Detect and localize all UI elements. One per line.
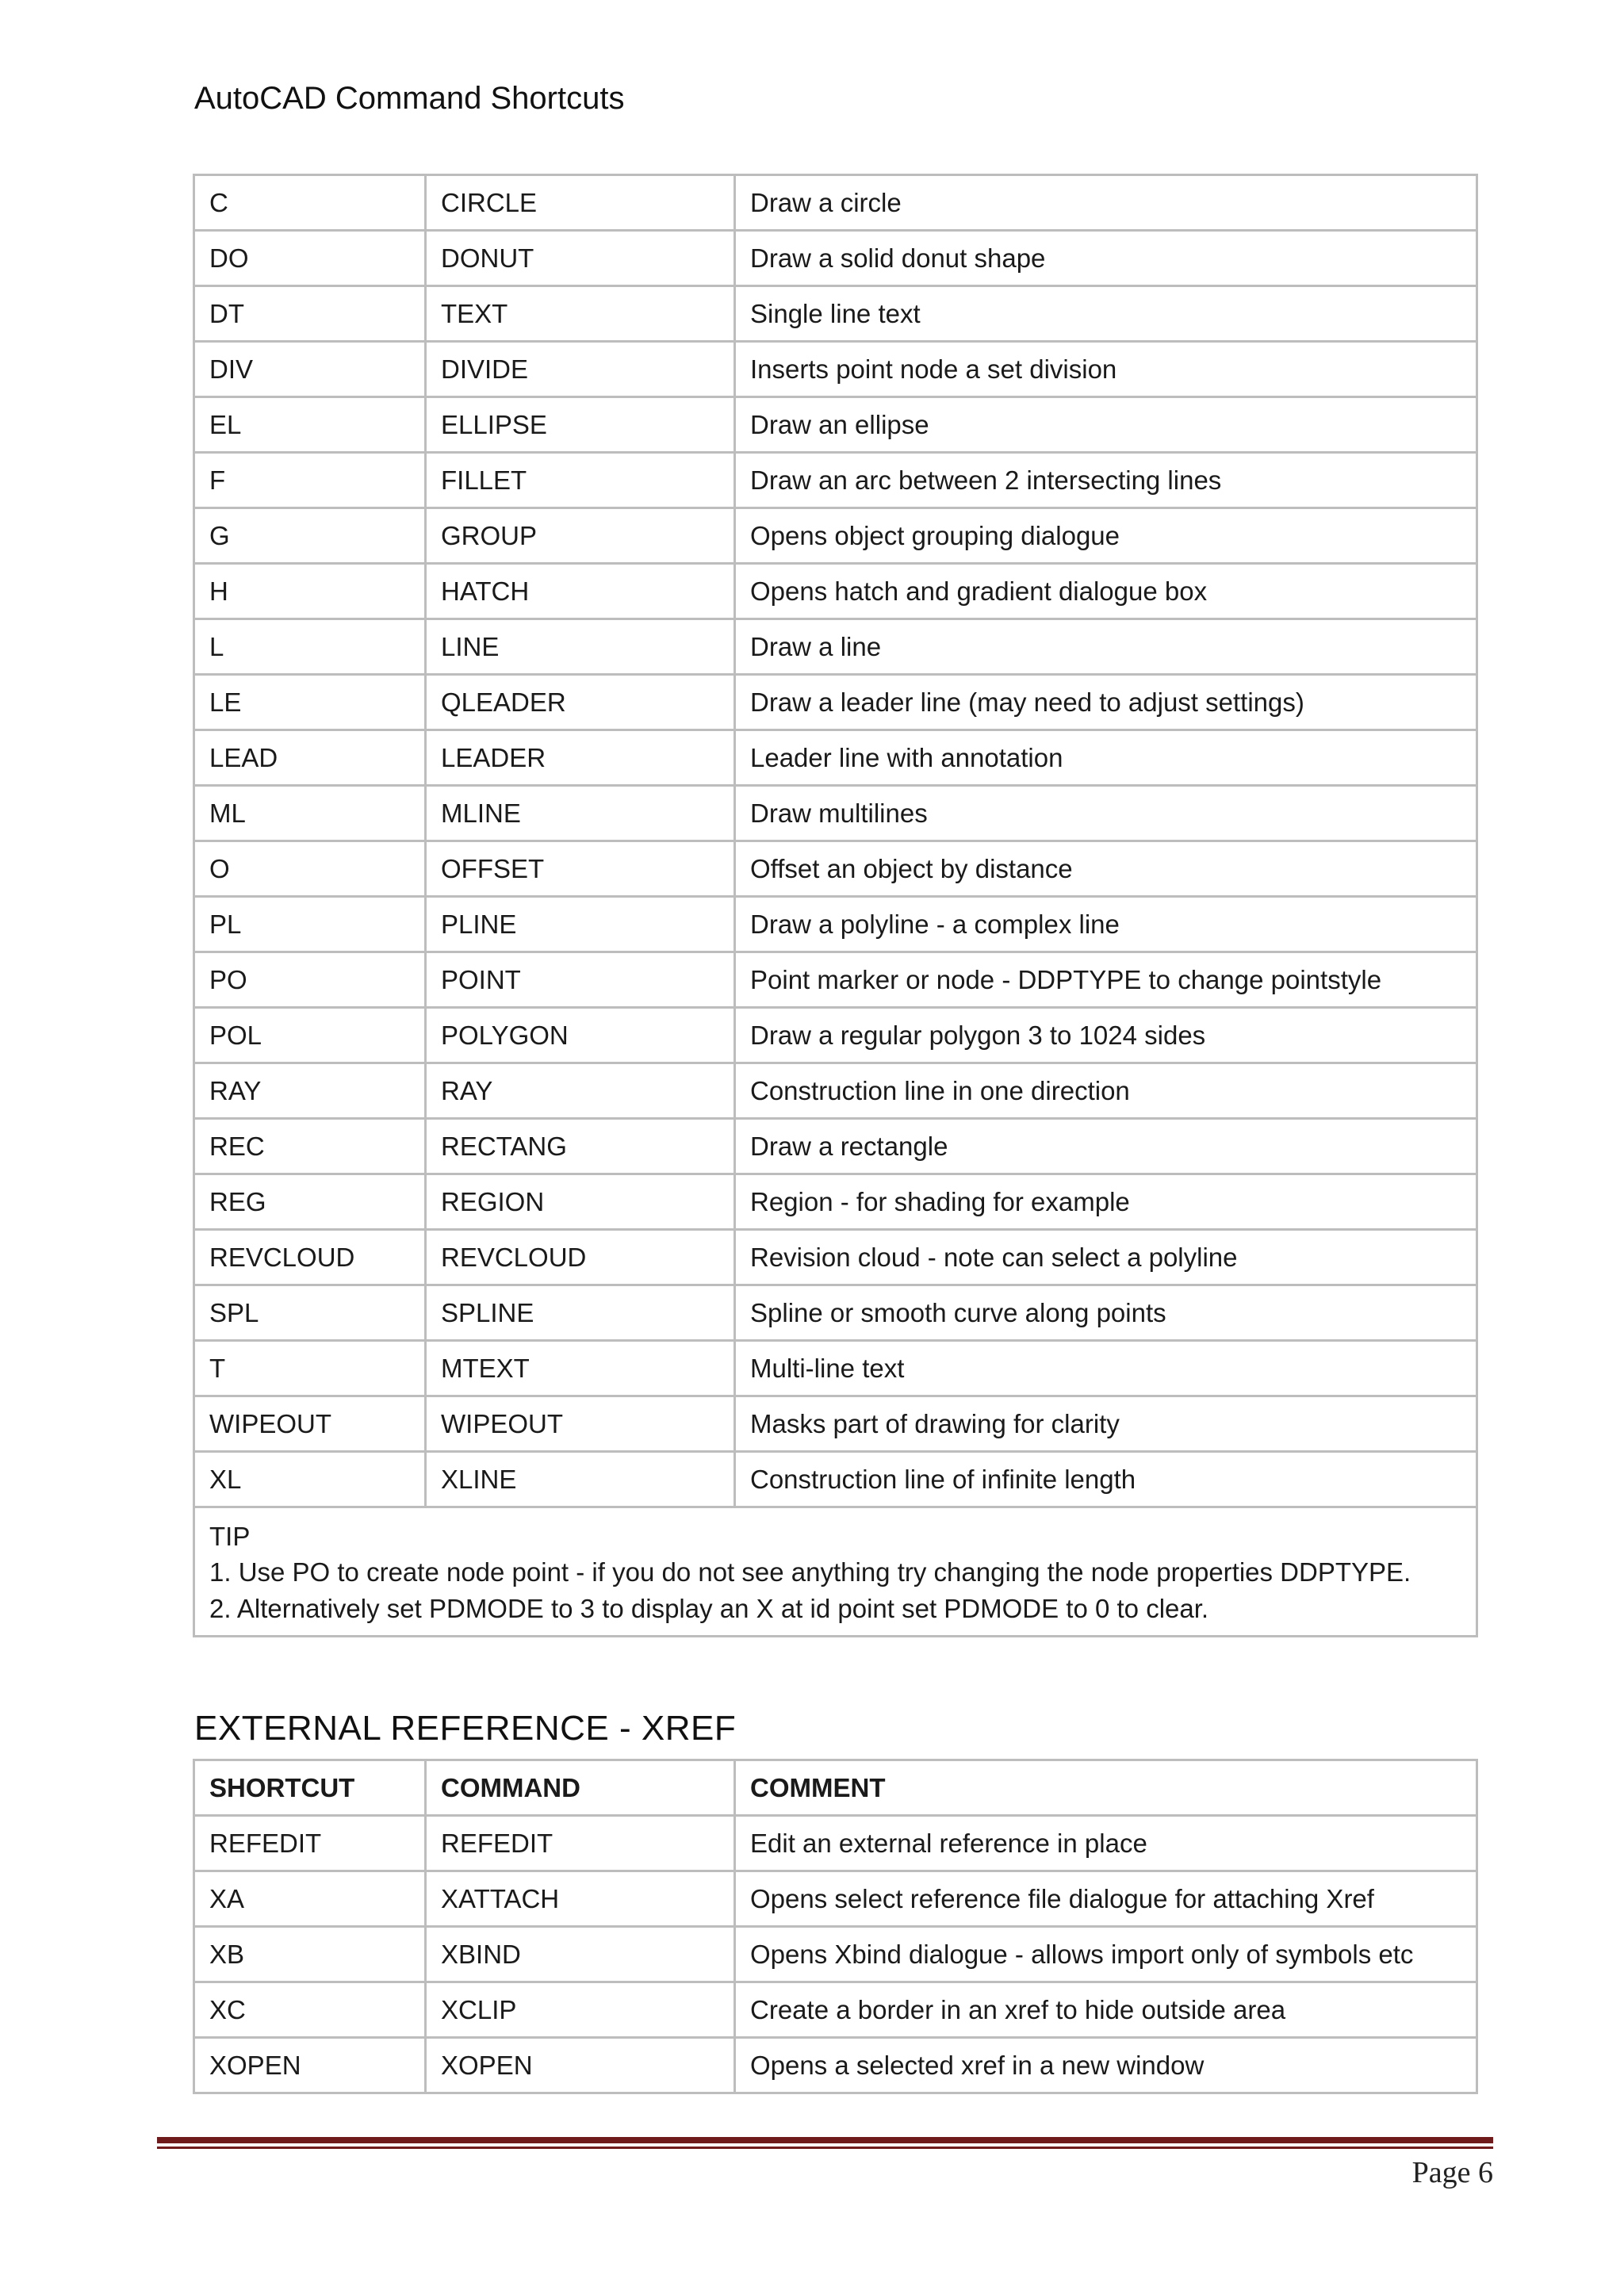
shortcut-cell: REC (194, 1119, 426, 1174)
command-cell: PLINE (426, 897, 735, 952)
table-row (194, 952, 1477, 1008)
comment-cell: Opens select reference file dialogue for attaching Xref (735, 1871, 1477, 1927)
command-cell: XBIND (426, 1927, 735, 1982)
table-row (194, 730, 1477, 786)
comment-cell: Draw a line (735, 619, 1477, 675)
table-row (194, 508, 1477, 564)
command-cell: XCLIP (426, 1982, 735, 2038)
comment-cell: Opens a selected xref in a new window (735, 2038, 1477, 2093)
comment-cell: Opens Xbind dialogue - allows import only of symbols etc (735, 1927, 1477, 1982)
comment-cell: Draw an arc between 2 intersecting lines (735, 453, 1477, 508)
shortcut-cell: REG (194, 1174, 426, 1230)
command-cell: POINT (426, 952, 735, 1008)
column-header: COMMAND (426, 1760, 735, 1816)
shortcut-cell: DIV (194, 342, 426, 397)
column-header: SHORTCUT (194, 1760, 426, 1816)
comment-cell: Draw a circle (735, 175, 1477, 231)
command-cell: WIPEOUT (426, 1396, 735, 1452)
shortcut-cell: LEAD (194, 730, 426, 786)
table-row (194, 1927, 1477, 1982)
comment-cell: Offset an object by distance (735, 841, 1477, 897)
shortcut-cell: REFEDIT (194, 1816, 426, 1871)
table-row (194, 397, 1477, 453)
xref-header-row (194, 1760, 1477, 1816)
command-cell: DONUT (426, 231, 735, 286)
table-row (194, 286, 1477, 342)
shortcut-cell: T (194, 1341, 426, 1396)
table-row (194, 1285, 1477, 1341)
table-row (194, 175, 1477, 231)
comment-cell: Opens hatch and gradient dialogue box (735, 564, 1477, 619)
shortcut-cell: XL (194, 1452, 426, 1507)
comment-cell: Leader line with annotation (735, 730, 1477, 786)
shortcut-cell: SPL (194, 1285, 426, 1341)
command-cell: GROUP (426, 508, 735, 564)
shortcut-cell: POL (194, 1008, 426, 1063)
comment-cell: Draw a polyline - a complex line (735, 897, 1477, 952)
comment-cell: Region - for shading for example (735, 1174, 1477, 1230)
table-row (194, 897, 1477, 952)
shortcut-cell: XOPEN (194, 2038, 426, 2093)
command-cell: ELLIPSE (426, 397, 735, 453)
command-cell: MLINE (426, 786, 735, 841)
tip-line: 2. Alternatively set PDMODE to 3 to display an X at id point set PDMODE to 0 to clear. (209, 1594, 1209, 1623)
shortcut-cell: H (194, 564, 426, 619)
command-cell: XOPEN (426, 2038, 735, 2093)
footer-rule-thick (157, 2137, 1493, 2143)
shortcut-cell: DT (194, 286, 426, 342)
page-number: Page 6 (1411, 2156, 1493, 2189)
command-cell: REFEDIT (426, 1816, 735, 1871)
shortcut-cell: O (194, 841, 426, 897)
shortcut-cell: LE (194, 675, 426, 730)
table-row (194, 841, 1477, 897)
table-row (194, 1816, 1477, 1871)
table-row (194, 1063, 1477, 1119)
comment-cell: Draw a regular polygon 3 to 1024 sides (735, 1008, 1477, 1063)
shortcut-cell: PL (194, 897, 426, 952)
comment-cell: Draw multilines (735, 786, 1477, 841)
xref-table (193, 1759, 1478, 2094)
xref-table-body (194, 1760, 1477, 2093)
table-row (194, 1174, 1477, 1230)
table-row (194, 564, 1477, 619)
command-cell: SPLINE (426, 1285, 735, 1341)
comment-cell: Single line text (735, 286, 1477, 342)
command-cell: XLINE (426, 1452, 735, 1507)
comment-cell: Revision cloud - note can select a polyline (735, 1230, 1477, 1285)
table-row (194, 1871, 1477, 1927)
page-header-title: AutoCAD Command Shortcuts (194, 81, 625, 116)
comment-cell: Masks part of drawing for clarity (735, 1396, 1477, 1452)
command-cell: XATTACH (426, 1871, 735, 1927)
comment-cell: Multi-line text (735, 1341, 1477, 1396)
comment-cell: Construction line in one direction (735, 1063, 1477, 1119)
table-row (194, 1982, 1477, 2038)
shortcut-cell: XC (194, 1982, 426, 2038)
command-cell: LEADER (426, 730, 735, 786)
command-cell: RECTANG (426, 1119, 735, 1174)
table-row (194, 1452, 1477, 1507)
footer-rule-thin (157, 2147, 1493, 2149)
shortcut-cell: EL (194, 397, 426, 453)
comment-cell: Draw a rectangle (735, 1119, 1477, 1174)
shortcut-cell: ML (194, 786, 426, 841)
tip-line: 1. Use PO to create node point - if you do not see anything try changing the node properties DDPTYPE. (209, 1557, 1411, 1587)
shortcut-cell: XA (194, 1871, 426, 1927)
table-row (194, 1119, 1477, 1174)
tip-cell (194, 1507, 1477, 1637)
command-cell: QLEADER (426, 675, 735, 730)
tip-title: TIP (209, 1522, 251, 1551)
table-row (194, 619, 1477, 675)
command-shortcuts-table (193, 174, 1478, 1637)
column-header: COMMENT (735, 1760, 1477, 1816)
table-row (194, 1230, 1477, 1285)
comment-cell: Opens object grouping dialogue (735, 508, 1477, 564)
comment-cell: Draw a leader line (may need to adjust settings) (735, 675, 1477, 730)
table-row (194, 453, 1477, 508)
shortcut-cell: G (194, 508, 426, 564)
table-row (194, 1396, 1477, 1452)
comment-cell: Spline or smooth curve along points (735, 1285, 1477, 1341)
command-cell: DIVIDE (426, 342, 735, 397)
shortcut-cell: L (194, 619, 426, 675)
table-row (194, 2038, 1477, 2093)
shortcut-cell: DO (194, 231, 426, 286)
comment-cell: Inserts point node a set division (735, 342, 1477, 397)
footer-rule (157, 2137, 1493, 2149)
command-cell: LINE (426, 619, 735, 675)
comment-cell: Construction line of infinite length (735, 1452, 1477, 1507)
command-cell: CIRCLE (426, 175, 735, 231)
shortcut-cell: C (194, 175, 426, 231)
command-cell: TEXT (426, 286, 735, 342)
command-cell: REGION (426, 1174, 735, 1230)
command-cell: MTEXT (426, 1341, 735, 1396)
command-cell: RAY (426, 1063, 735, 1119)
command-cell: HATCH (426, 564, 735, 619)
table-row (194, 231, 1477, 286)
shortcut-cell: XB (194, 1927, 426, 1982)
shortcut-cell: PO (194, 952, 426, 1008)
table-row (194, 1008, 1477, 1063)
table-row (194, 342, 1477, 397)
xref-section-heading: EXTERNAL REFERENCE - XREF (194, 1709, 737, 1748)
tip-row (194, 1507, 1477, 1637)
comment-cell: Create a border in an xref to hide outside area (735, 1982, 1477, 2038)
command-cell: REVCLOUD (426, 1230, 735, 1285)
shortcut-cell: WIPEOUT (194, 1396, 426, 1452)
comment-cell: Draw a solid donut shape (735, 231, 1477, 286)
command-cell: OFFSET (426, 841, 735, 897)
comment-cell: Edit an external reference in place (735, 1816, 1477, 1871)
comment-cell: Point marker or node - DDPTYPE to change pointstyle (735, 952, 1477, 1008)
table-row (194, 786, 1477, 841)
table-row (194, 675, 1477, 730)
shortcut-cell: REVCLOUD (194, 1230, 426, 1285)
shortcut-cell: RAY (194, 1063, 426, 1119)
table-row (194, 1341, 1477, 1396)
shortcut-cell: F (194, 453, 426, 508)
command-cell: POLYGON (426, 1008, 735, 1063)
command-cell: FILLET (426, 453, 735, 508)
comment-cell: Draw an ellipse (735, 397, 1477, 453)
command-shortcuts-table-body (194, 175, 1477, 1637)
